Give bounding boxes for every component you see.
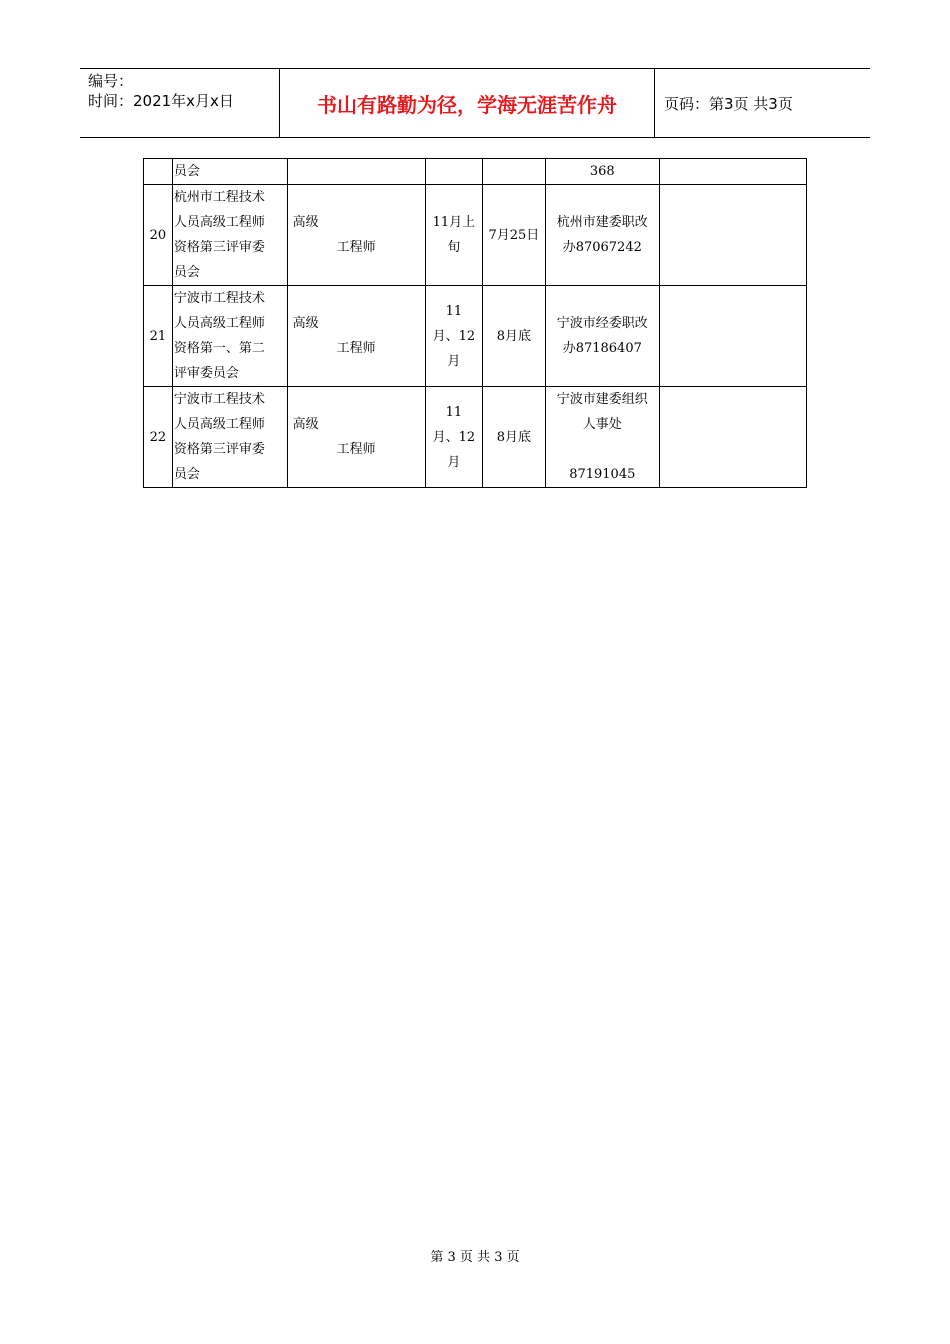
submission-deadline: 7月25日 <box>483 185 545 286</box>
page-header <box>80 68 870 138</box>
remarks <box>659 387 806 488</box>
qualification-level-line: 工程师 <box>336 341 376 356</box>
table-row <box>144 159 807 185</box>
contact-info-line: 杭州市建委职改 <box>556 215 648 230</box>
review-time <box>425 185 483 286</box>
committee-table <box>143 158 807 488</box>
header-motto: 书山有路勤为径，学海无涯苦作舟 <box>280 69 655 137</box>
contact-info-line: 87191045 <box>569 467 636 482</box>
review-time-line: 11 <box>445 303 463 319</box>
remarks <box>659 159 806 185</box>
review-time-line: 11 <box>445 404 463 420</box>
committee-name-line: 资格第三评审委 <box>173 240 265 255</box>
committee-name <box>172 185 287 286</box>
remarks <box>659 286 806 387</box>
committee-name-line: 员会 <box>173 164 200 179</box>
contact-info-line: 办87186407 <box>562 341 642 356</box>
review-time-line: 月、12 <box>432 429 476 445</box>
committee-name-line: 宁波市工程技术 <box>173 291 265 306</box>
review-time <box>425 286 483 387</box>
qualification-level-line: 高级 <box>292 417 319 432</box>
header-meta <box>80 69 280 137</box>
review-time <box>425 387 483 488</box>
row-number: 21 <box>144 286 173 387</box>
contact-info-line: 368 <box>589 164 615 179</box>
contact-info <box>545 387 659 488</box>
contact-info-line: 宁波市建委组织 <box>556 392 648 407</box>
contact-info-line: 办87067242 <box>562 240 642 255</box>
qualification-level <box>287 185 425 286</box>
qualification-level-line: 高级 <box>292 215 319 230</box>
page-footer: 第 3 页 共 3 页 <box>430 1250 520 1265</box>
qualification-level-line: 工程师 <box>336 442 376 457</box>
review-time-line: 月、12 <box>432 328 476 344</box>
contact-info-line <box>547 437 658 462</box>
committee-name-line: 员会 <box>173 265 200 280</box>
contact-info-line: 宁波市经委职改 <box>556 316 648 331</box>
committee-name-line: 资格第一、第二 <box>173 341 265 356</box>
contact-info-line: 人事处 <box>582 417 622 432</box>
row-number: 20 <box>144 185 173 286</box>
committee-name-line: 员会 <box>173 467 200 482</box>
contact-info <box>545 159 659 185</box>
review-time <box>425 159 483 185</box>
row-number <box>144 159 173 185</box>
header-page-label: 页码：第3页 共3页 <box>664 94 793 113</box>
committee-name-line: 杭州市工程技术 <box>173 190 265 205</box>
row-number: 22 <box>144 387 173 488</box>
table-row <box>144 185 807 286</box>
committee-name-line: 人员高级工程师 <box>173 215 265 230</box>
date-label: 时间：2021年x月x日 <box>88 92 234 110</box>
contact-info <box>545 185 659 286</box>
committee-name <box>172 159 287 185</box>
qualification-level-line: 工程师 <box>336 240 376 255</box>
contact-info <box>545 286 659 387</box>
table-row <box>144 387 807 488</box>
committee-name-line: 人员高级工程师 <box>173 417 265 432</box>
submission-deadline: 8月底 <box>483 286 545 387</box>
qualification-level <box>287 387 425 488</box>
committee-name <box>172 286 287 387</box>
committee-name-line: 评审委员会 <box>173 366 239 381</box>
code-label: 编号： <box>88 72 134 90</box>
review-time-line: 月 <box>447 353 461 369</box>
review-time-line: 月 <box>447 454 461 470</box>
review-time-line: 旬 <box>447 240 461 255</box>
remarks <box>659 185 806 286</box>
qualification-level <box>287 159 425 185</box>
committee-name-line: 资格第三评审委 <box>173 442 265 457</box>
qualification-level <box>287 286 425 387</box>
committee-name-line: 人员高级工程师 <box>173 316 265 331</box>
qualification-level-line: 高级 <box>292 316 319 331</box>
submission-deadline: 8月底 <box>483 387 545 488</box>
review-time-line: 11月上 <box>432 215 476 230</box>
table-row <box>144 286 807 387</box>
committee-name-line: 宁波市工程技术 <box>173 392 265 407</box>
submission-deadline <box>483 159 545 185</box>
committee-name <box>172 387 287 488</box>
